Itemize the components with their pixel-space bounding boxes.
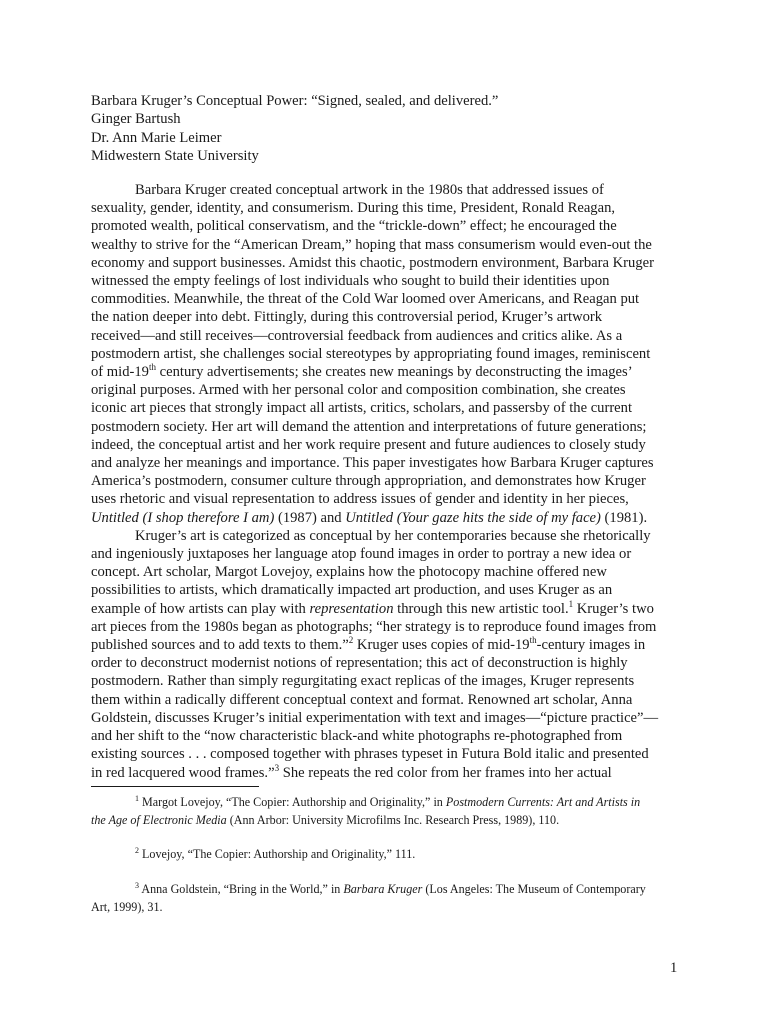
book-title: Postmodern Currents: Art and Artists in xyxy=(445,795,641,809)
text-span: Lovejoy, “The Copier: Authorship and Originality,” 111. xyxy=(139,847,416,861)
text-line xyxy=(91,600,691,618)
text-line: iconic art pieces that strongly impact all artists, critics, scholars, and passersby of the current xyxy=(91,400,633,417)
text-line: them within a radically different conceptual context and format. Renowned art scholar, Anna xyxy=(91,691,633,708)
text-line: commodities. Meanwhile, the threat of the Cold War loomed over Americans, and Reagan put xyxy=(91,291,640,308)
body-text xyxy=(91,181,691,782)
text-span: Art, 1999), 31. xyxy=(91,899,163,914)
footnote-1 xyxy=(91,794,691,829)
text-line: possibilities to artists, which dramatically impacted art production, and uses Kruger as an xyxy=(91,582,613,599)
text-line: sexuality, gender, identity, and consumerism. During this time, President, Ronald Reagan, xyxy=(91,200,616,217)
text-line: America’s postmodern, consumer culture through appropriation, and demonstrates how Kruger xyxy=(91,473,646,490)
text-span: in red lacquered wood frames.” xyxy=(91,764,275,781)
text-line: and analyze her meanings and importance. This paper investigates how Barbara Kruger captures xyxy=(91,455,654,472)
text-span: of mid-19 xyxy=(91,364,149,381)
text-line: and ingeniously juxtaposes her language atop found images in order to portray a new idea or xyxy=(91,546,632,563)
text-line: promoted wealth, political conservatism, and the “trickle-down” effect; he encouraged the xyxy=(91,218,617,235)
text-span: She repeats the red color from her frames into her actual xyxy=(279,764,612,781)
artwork-title: Untitled (I shop therefore I am) xyxy=(91,509,275,526)
footnote-number: 2 xyxy=(135,846,139,855)
text-span: Anna Goldstein, “Bring in the World,” in xyxy=(139,882,344,896)
text-line: existing sources . . . composed together with phrases typeset in Futura Bold italic and presented xyxy=(91,746,649,763)
superscript: th xyxy=(148,362,156,373)
text-span: (Ann Arbor: University Microfilms Inc. Research Press, 1989), 110. xyxy=(226,812,560,827)
footnote-line xyxy=(91,846,691,864)
footnote-ref: 3 xyxy=(274,762,280,773)
book-title: Barbara Kruger xyxy=(343,882,423,896)
text-line: order to deconstruct modernist notions of representation; this act of deconstruction is highly xyxy=(91,655,628,672)
artwork-title: Untitled (Your gaze hits the side of my face) xyxy=(345,509,601,526)
book-title: the Age of Electronic Media xyxy=(91,812,227,827)
text-line xyxy=(91,509,691,527)
emphasis: representation xyxy=(309,600,394,617)
text-line: concept. Art scholar, Margot Lovejoy, explains how the photocopy machine offered new xyxy=(91,564,607,581)
text-line: postmodern artist, she challenges social stereotypes by appropriating found images, reminiscent xyxy=(91,345,651,362)
text-line: Goldstein, discusses Kruger’s initial experimentation with text and images—“picture practice”— xyxy=(91,709,659,726)
footnote-line xyxy=(91,812,691,830)
footnote-line xyxy=(91,899,691,917)
text-line: indeed, the conceptual artist and her work require present and future audiences to closely study xyxy=(91,436,646,453)
text-line: art pieces from the 1980s began as photographs; “her strategy is to reproduce found images from xyxy=(91,618,657,635)
text-span: (1981). xyxy=(600,509,648,526)
footnote-ref: 2 xyxy=(348,635,354,646)
footnote-line xyxy=(91,881,691,899)
text-line: Kruger’s art is categorized as conceptual by her contemporaries because she rhetorically xyxy=(135,527,651,544)
footnote-separator xyxy=(91,786,259,787)
text-line: uses rhetoric and visual representation to address issues of gender and identity in her pieces, xyxy=(91,491,629,508)
text-span: through this new artistic tool. xyxy=(393,600,569,617)
text-line: and her shift to the “now characteristic black-and white photographs re-photographed from xyxy=(91,728,623,745)
text-line xyxy=(91,363,691,381)
text-line: postmodern. Rather than simply regurgitating exact replicas of the images, Kruger represents xyxy=(91,673,635,690)
text-span: Kruger uses copies of mid-19 xyxy=(353,637,530,654)
text-span: (1987) and xyxy=(274,509,346,526)
author-name: Ginger Bartush xyxy=(91,111,181,128)
text-span: -century images in xyxy=(536,637,646,654)
page-number: 1 xyxy=(670,960,678,976)
paper-title: Barbara Kruger’s Conceptual Power: “Signed, sealed, and delivered.” xyxy=(91,93,499,109)
text-span: Kruger’s two xyxy=(573,600,654,617)
text-line xyxy=(91,636,691,654)
instructor-name: Dr. Ann Marie Leimer xyxy=(91,129,222,146)
text-line: wealthy to strive for the “American Dream,” hoping that mass consumerism would even-out the xyxy=(91,236,652,253)
text-line: original purposes. Armed with her personal color and composition combination, she creates xyxy=(91,382,626,399)
paper-header xyxy=(91,92,691,165)
text-line: received—and still receives—controversial feedback from audiences and critics alike. As a xyxy=(91,327,623,344)
footnote-3 xyxy=(91,881,691,916)
text-line: Barbara Kruger created conceptual artwork in the 1980s that addressed issues of xyxy=(135,182,604,198)
superscript: th xyxy=(529,635,537,646)
text-span: example of how artists can play with xyxy=(91,600,310,617)
footnote-number: 3 xyxy=(135,881,139,890)
text-span: (Los Angeles: The Museum of Contemporary xyxy=(422,882,646,896)
text-line: witnessed the empty feelings of lost individuals who sought to build their identities upon xyxy=(91,273,610,290)
text-span: Margot Lovejoy, “The Copier: Authorship and Originality,” in xyxy=(139,795,446,809)
text-line: the nation deeper into debt. Fittingly, during this controversial period, Kruger’s artwork xyxy=(91,309,603,326)
institution-name: Midwestern State University xyxy=(91,147,259,164)
text-span: published sources and to add texts to them.” xyxy=(91,637,349,654)
footnote-line xyxy=(91,794,691,812)
footnote-ref: 1 xyxy=(568,598,574,609)
text-line: economy and support businesses. Amidst this chaotic, postmodern environment, Barbara Kruger xyxy=(91,254,654,271)
footnote-2 xyxy=(91,846,691,864)
text-span: century advertisements; she creates new meanings by deconstructing the images’ xyxy=(155,364,633,381)
text-line: postmodern society. Her art will demand the attention and interpretations of future generations; xyxy=(91,418,647,435)
text-line xyxy=(91,764,691,782)
footnote-number: 1 xyxy=(135,794,139,803)
